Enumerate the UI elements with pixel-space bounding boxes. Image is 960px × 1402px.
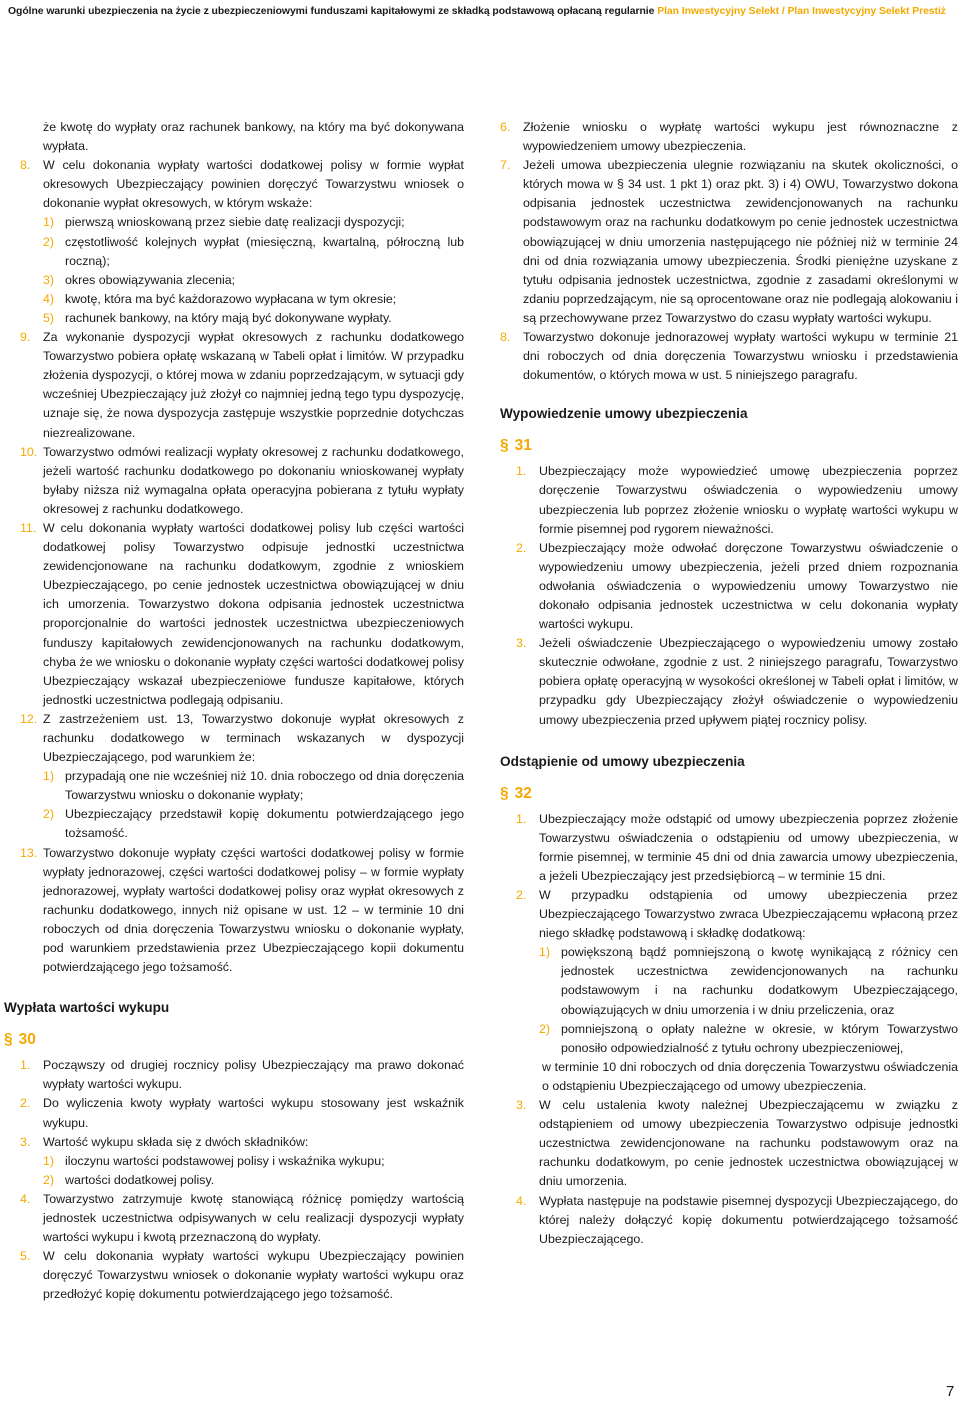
- subclause-number: 2): [43, 1172, 55, 1187]
- subclause: [20, 1152, 464, 1171]
- clause-10: [20, 443, 464, 519]
- subclause-number: 1): [43, 769, 55, 784]
- clause-number: 12.: [20, 711, 38, 726]
- subclause-text: okres obowiązywania zlecenia;: [65, 272, 236, 287]
- clause-number: 6.: [500, 120, 511, 134]
- p31-clause-1: [516, 462, 958, 538]
- right-column: [500, 118, 958, 1249]
- clause-text: Wartość wykupu składa się z dwóch składników:: [43, 1134, 309, 1149]
- p30-clause-5: [20, 1247, 464, 1304]
- clause-number: 5.: [20, 1249, 31, 1264]
- clause-8: [20, 156, 464, 213]
- clause-number: 11.: [20, 520, 37, 535]
- section-title-withdrawal: Wypłata wartości wykupu: [4, 1000, 170, 1016]
- subclause: [516, 943, 958, 1019]
- clause-number: 3.: [516, 1098, 527, 1113]
- subclause-text: kwotę, która ma być każdorazowo wypłacana w tym okresie;: [65, 291, 397, 306]
- header-product-selekt: Plan Inwestycyjny Selekt: [657, 6, 780, 17]
- subclause-text: przypadają one nie wcześniej niż 10. dnia roboczego od dnia doręczenia Towarzystwu wniosku o dokonanie wypłaty;: [65, 769, 464, 803]
- p30-clause-6: [500, 118, 958, 156]
- clause-11: [20, 519, 464, 710]
- paragraph-number: 31: [514, 437, 532, 455]
- clause-9: [20, 328, 464, 443]
- p32-clause-3: [516, 1096, 958, 1191]
- p30-clause-7: [500, 156, 958, 328]
- clause-number: 8.: [20, 158, 31, 173]
- subclause: [20, 309, 464, 328]
- subclause: [20, 805, 464, 843]
- document-header: [8, 6, 958, 17]
- clause-text: W przypadku odstąpienia od umowy ubezpieczenia przez Ubezpieczającego Towarzystwo zwraca Ubezpieczającemu wpłaconą przez niego składkę podstawową i składkę dodatkową:: [539, 888, 958, 941]
- clause-number: 2.: [516, 888, 527, 902]
- clause-number: 9.: [20, 330, 31, 345]
- left-column: [4, 118, 464, 1304]
- subclause-number: 1): [539, 945, 551, 960]
- clause-text: Z zastrzeżeniem ust. 13, Towarzystwo dokonuje wypłat okresowych z rachunku dodatkowego w terminach wskazanych w dyspozycji Ubezpieczającego, pod warunkiem że:: [43, 711, 464, 765]
- clause-text: Złożenie wniosku o wypłatę wartości wykupu jest równoznaczne z wypowiedzeniem umowy ubezpieczenia.: [523, 120, 958, 154]
- paragraph-heading-32: [500, 784, 958, 804]
- continued-text: że kwotę do wypłaty oraz rachunek bankowy, na który ma być dokonywana wypłata.: [43, 120, 464, 154]
- clause-number: 2.: [20, 1096, 31, 1111]
- paragraph-number: 32: [514, 784, 532, 802]
- subclause-text: pomniejszoną o opłaty należne w okresie, w którym Towarzystwo ponosiło odpowiedzialność z tytułu ochrony ubezpieczeniowej,: [561, 1021, 958, 1055]
- clause-text: W celu dokonania wypłaty wartości dodatkowej polisy lub części wartości dodatkowej polisy Towarzystwo odpisuje jednostki uczestnictwa zewidencjonowane na rachunku dodatkowym, zgodnie z wnioskiem Ubezpieczającego, po cenie jednostek uczestnictwa obowiązującej w dniu ich umorzenia. Towarzystwo dokona odpisania jednostek uczestnictwa proporcjonalnie do wartości jednostek uczestnictwa ubezpieczeniowych funduszy kapitałowych zewidencjonowanych na rachunku dodatkowym, chyba że we wniosku o dokonanie wypłaty części wartości dodatkowej polisy Ubezpieczający wskazał ubezpieczeniowe fundusze kapitałowe, których jednostki uczestnictwa podlegają odpisaniu.: [43, 520, 464, 707]
- subclause-number: 3): [43, 272, 55, 287]
- clause-13: [20, 844, 464, 978]
- p30-clause-1: [20, 1056, 464, 1094]
- subclause: [20, 213, 464, 232]
- clause-number: 4.: [516, 1193, 527, 1208]
- clause-text: Towarzystwo dokonuje wypłaty części wartości dodatkowej polisy w formie wypłaty jednorazowej, części wartości dodatkowej polisy – w formie wypłaty jednorazowej, wypłaty wartości dodatkowej polisy oraz wypłat okresowych z rachunku dodatkowego, innych niż opisane w ust. 12 – w terminie 10 dni roboczych od dnia doręczenia Towarzystwu wniosku o dokonanie wypłaty, pod warunkiem przedstawienia przez Ubezpieczającego kopii dokumentu potwierdzającego jego tożsamość.: [43, 845, 464, 975]
- subclause-text: powiększoną bądź pomniejszoną o kwotę wynikającą z różnicy cen jednostek uczestnictwa zewidencjonowanych na rachunku podstawowym i na rachunku dodatkowym Ubezpieczającego, obowiązujących w dniu umorzenia i w dniu przeliczenia, oraz: [561, 945, 958, 1017]
- subclause: [20, 290, 464, 309]
- p30-clause-8: [500, 328, 958, 385]
- subclause-text: Ubezpieczający przedstawił kopię dokumentu potwierdzającego jego tożsamość.: [65, 807, 464, 841]
- section-title-withdrawal-from-contract: Odstąpienie od umowy ubezpieczenia: [500, 753, 745, 769]
- subclause: [20, 233, 464, 271]
- clause-text: Do wyliczenia kwoty wypłaty wartości wykupu stosowany jest wskaźnik wykupu.: [43, 1096, 464, 1130]
- paragraph-sign: §: [500, 784, 509, 802]
- subclause-text: częstotliwość kolejnych wypłat (miesięczną, kwartalną, półroczną lub roczną);: [65, 234, 464, 268]
- paragraph-heading-30: [4, 1030, 464, 1050]
- header-title: Ogólne warunki ubezpieczenia na życie z ubezpieczeniowymi funduszami kapitałowymi ze składką podstawową opłacaną regularnie: [8, 6, 655, 17]
- clause-number: 8.: [500, 330, 511, 345]
- section-title-termination: Wypowiedzenie umowy ubezpieczenia: [500, 406, 748, 422]
- subclause-number: 1): [43, 1153, 55, 1168]
- clause-number: 1.: [516, 464, 527, 479]
- subclause-text: rachunek bankowy, na który mają być dokonywane wypłaty.: [65, 310, 392, 325]
- clause-number: 10.: [20, 444, 38, 459]
- p30-clause-3: [20, 1133, 464, 1152]
- p31-clause-3: [516, 634, 958, 729]
- p32-clause-4: [516, 1192, 958, 1249]
- clause-text: W celu dokonania wypłaty wartości dodatkowej polisy w formie wypłat okresowych Ubezpieczający powinien doręczyć Towarzystwu wniosek o dokonanie wypłat okresowych, w którym wskaże:: [43, 158, 464, 211]
- p30-clause-4: [20, 1190, 464, 1247]
- header-separator: /: [781, 6, 785, 17]
- page-number: 7: [946, 1383, 955, 1400]
- subclause-number: 4): [43, 291, 55, 306]
- clause-number: 3.: [516, 636, 527, 651]
- clause-text: Jeżeli umowa ubezpieczenia ulegnie rozwiązaniu na skutek okoliczności, o których mowa w § 34 ust. 1 pkt 1) oraz pkt. 3) i 4) OWU, Towarzystwo dokona odpisania jednostek uczestnictwa zewidencjonowanych na rachunku podstawowym oraz na rachunku dodatkowym po cenie jednostek uczestnictwa obowiązującej w dniu umorzenia następującego nie później niż w terminie 24 dni od dnia rozwiązania umowy ubezpieczenia. Środki pieniężne uzyskane z tytułu odpisania jednostek uczestnictwa, zgodnie z zasadami określonymi w zdaniu poprzedzającym, nie są oprocentowane oraz nie podlegają alokowaniu i są przechowywane przez Towarzystwo do czasu wypłaty wartości wykupu.: [523, 158, 958, 325]
- subclause-number: 2): [43, 234, 55, 249]
- clause-text: Ubezpieczający może odstąpić od umowy ubezpieczenia poprzez złożenie Towarzystwu oświadczenia o odstąpieniu od umowy ubezpieczenia, w formie pisemnej, w terminie 45 dni od dnia zawarcia umowy ubezpieczenia, a jeżeli Ubezpieczający jest przedsiębiorcą – w terminie 15 dni.: [539, 811, 958, 883]
- header-product-prestiz: Plan Inwestycyjny Selekt Prestiż: [787, 6, 946, 17]
- paragraph-sign: §: [4, 1031, 13, 1049]
- clause-text: Towarzystwo dokonuje jednorazowej wypłaty wartości wykupu w terminie 21 dni roboczych od dnia doręczenia Towarzystwu wniosku i przedstawienia dokumentów, o których mowa w ust. 5 niniejszego paragrafu.: [523, 330, 958, 383]
- clause-number: 1.: [516, 811, 527, 826]
- subclause-number: 1): [43, 215, 55, 230]
- clause-text: W celu ustalenia kwoty należnej Ubezpieczającemu w związku z odstąpieniem od umowy ubezpieczenia Towarzystwo odpisuje jednostki uczestnictwa zewidencjonowane na rachunku podstawowym oraz na rachunku dodatkowym, po cenie jednostek uczestnictwa obowiązującej w dniu umorzenia.: [539, 1098, 958, 1189]
- subclause-number: 5): [43, 310, 55, 325]
- clause-text: Towarzystwo zatrzymuje kwotę stanowiącą różnicę pomiędzy wartością jednostek uczestnictwa odpisywanych w celu realizacji dyspozycji wypłaty wartości wykupu i kwotą przeznaczoną do wypłaty.: [43, 1191, 464, 1245]
- clause-text: Towarzystwo odmówi realizacji wypłaty okresowej z rachunku dodatkowego, jeżeli wartość rachunku dodatkowego po dokonaniu wnioskowanej wypłaty byłaby niższa niż wymagalna opłata operacyjna pobierana z tytułu wypłaty okresowej z rachunku dodatkowego.: [43, 444, 464, 516]
- clause-text: W celu dokonania wypłaty wartości wykupu Ubezpieczający powinien doręczyć Towarzystwu wniosek o dokonanie wypłaty wartości wykupu oraz przedłożyć kopię dokumentu potwierdzającego jego tożsamość.: [43, 1249, 464, 1302]
- subclause: [20, 1171, 464, 1190]
- p31-clause-2: [516, 539, 958, 634]
- clause-number: 7.: [500, 158, 511, 173]
- clause-text: Wypłata następuje na podstawie pisemnej dyspozycji Ubezpieczającego, do której należy dołączyć kopię dokumentu potwierdzającego tożsamość Ubezpieczającego.: [539, 1193, 958, 1246]
- clause-number: 2.: [516, 540, 527, 555]
- clause-text: Ubezpieczający może wypowiedzieć umowę ubezpieczenia poprzez doręczenie Towarzystwu oświadczenia o wypowiedzeniu umowy ubezpieczenia lub poprzez złożenie wniosku o wypłatę wartości wykupu w formie pisemnej pod rygorem nieważności.: [539, 464, 958, 536]
- clause-12: [20, 710, 464, 767]
- clause-text: Za wykonanie dyspozycji wypłat okresowych z rachunku dodatkowego Towarzystwo pobiera opłatę wskazaną w Tabeli opłat i limitów. W przypadku złożenia dyspozycji, o której mowa w zdaniu poprzedzającym, w sytuacji gdy wcześniej Ubezpieczający już złożył co najmniej jedną tego typu dyspozycję, uznaje się, że nowa dyspozycja zastępuje wszystkie poprzednie dotychczas niezrealizowane.: [43, 330, 464, 440]
- clause-tail: w terminie 10 dni roboczych od dnia doręczenia Towarzystwu oświadczenia o odstąpieniu Ubezpieczającego od umowy ubezpieczenia.: [542, 1059, 958, 1093]
- subclause-text: wartości dodatkowej polisy.: [65, 1172, 215, 1187]
- subclause: [20, 271, 464, 290]
- subclause-text: pierwszą wnioskowaną przez siebie datę realizacji dyspozycji;: [65, 215, 405, 230]
- subclause: [516, 1020, 958, 1058]
- clause-number: 3.: [20, 1134, 31, 1149]
- clause-number: 4.: [20, 1191, 31, 1206]
- subclause: [20, 767, 464, 805]
- paragraph-sign: §: [500, 437, 509, 455]
- clause-text: Jeżeli oświadczenie Ubezpieczającego o wypowiedzeniu umowy zostało skutecznie odwołane, zgodnie z ust. 2 niniejszego paragrafu, Towarzystwo pobiera opłatę operacyjną w wysokości określonej w Tabeli opłat i limitów, w przypadku gdy Ubezpieczający złożył oświadczenie o wypowiedzeniu umowy ubezpieczenia przed upływem piątej rocznicy polisy.: [539, 636, 958, 727]
- clause-text: Począwszy od drugiej rocznicy polisy Ubezpieczający ma prawo dokonać wypłaty wartości wykupu.: [43, 1058, 464, 1092]
- subclause-number: 2): [43, 807, 55, 822]
- paragraph-number: 30: [18, 1031, 36, 1049]
- clause-number: 1.: [20, 1058, 31, 1073]
- p32-clause-1: [516, 810, 958, 886]
- paragraph-heading-31: [500, 436, 958, 456]
- subclause-text: iloczynu wartości podstawowej polisy i wskaźnika wykupu;: [65, 1153, 385, 1168]
- clause-number: 13.: [20, 845, 38, 860]
- p32-clause-2: [516, 886, 958, 943]
- subclause-number: 2): [539, 1021, 551, 1036]
- clause-text: Ubezpieczający może odwołać doręczone Towarzystwu oświadczenie o wypowiedzeniu umowy ubezpieczenia, jeżeli przed dniem rozpoznania odwołania oświadczenia o wypowiedzeniu umowy Towarzystwo nie dokonało odpisania jednostek uczestnictwa w celu dokonania wypłaty wartości wykupu.: [539, 540, 958, 632]
- p30-clause-2: [20, 1094, 464, 1132]
